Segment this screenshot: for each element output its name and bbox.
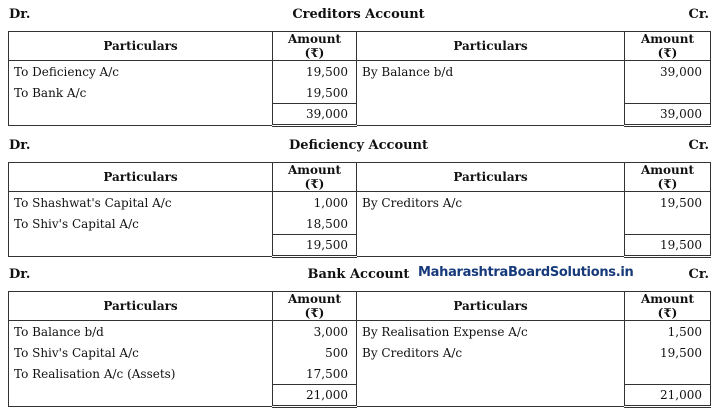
total-row — [9, 385, 711, 407]
creditors-account — [0, 4, 717, 121]
debit-total: 21,000 — [273, 385, 357, 407]
credit-amount — [625, 82, 711, 104]
dr-label: Dr. — [9, 138, 31, 153]
debit-amount: 3,000 — [273, 321, 357, 343]
account-header — [0, 4, 717, 26]
credit-amount: 19,500 — [625, 342, 711, 363]
ledger-table — [8, 31, 711, 127]
credit-particular — [357, 82, 625, 104]
particulars-header: Particulars — [357, 163, 625, 192]
debit-particular: To Realisation A/c (Assets) — [9, 363, 273, 385]
debit-amount: 17,500 — [273, 363, 357, 385]
debit-amount: 19,500 — [273, 82, 357, 104]
account-title: Bank Account — [307, 267, 410, 282]
header-row — [9, 163, 711, 192]
blank-cell — [357, 235, 625, 257]
credit-particular: By Balance b/d — [357, 61, 625, 83]
blank-cell — [9, 385, 273, 407]
credit-particular — [357, 213, 625, 235]
credit-particular: By Creditors A/c — [357, 192, 625, 214]
credit-total: 21,000 — [625, 385, 711, 407]
debit-particular: To Bank A/c — [9, 82, 273, 104]
amount-header: Amount (₹) — [625, 292, 711, 321]
table-row — [9, 213, 711, 235]
ledger-table — [8, 291, 711, 408]
credit-amount: 19,500 — [625, 192, 711, 214]
blank-cell — [357, 104, 625, 126]
blank-cell — [357, 385, 625, 407]
debit-amount: 19,500 — [273, 61, 357, 83]
credit-particular: By Creditors A/c — [357, 342, 625, 363]
table-row — [9, 321, 711, 343]
credit-amount — [625, 363, 711, 385]
debit-total: 39,000 — [273, 104, 357, 126]
deficiency-account — [0, 135, 717, 252]
header-row — [9, 292, 711, 321]
debit-amount: 1,000 — [273, 192, 357, 214]
account-header — [0, 264, 717, 286]
credit-amount: 1,500 — [625, 321, 711, 343]
particulars-header: Particulars — [9, 292, 273, 321]
total-row — [9, 235, 711, 257]
ledger-table — [8, 162, 711, 258]
blank-cell — [9, 235, 273, 257]
amount-header: Amount (₹) — [273, 163, 357, 192]
bank-account — [0, 264, 717, 402]
cr-label: Cr. — [688, 138, 709, 153]
table-row — [9, 192, 711, 214]
credit-total: 19,500 — [625, 235, 711, 257]
debit-particular: To Shiv's Capital A/c — [9, 342, 273, 363]
credit-amount: 39,000 — [625, 61, 711, 83]
credit-total: 39,000 — [625, 104, 711, 126]
amount-header: Amount (₹) — [625, 32, 711, 61]
debit-particular: To Shashwat's Capital A/c — [9, 192, 273, 214]
debit-amount: 18,500 — [273, 213, 357, 235]
account-title: Creditors Account — [292, 7, 425, 22]
watermark-text: MaharashtraBoardSolutions.in — [418, 265, 634, 280]
cr-label: Cr. — [688, 7, 709, 22]
dr-label: Dr. — [9, 7, 31, 22]
amount-header: Amount (₹) — [625, 163, 711, 192]
cr-label: Cr. — [688, 267, 709, 282]
table-row — [9, 342, 711, 363]
account-header — [0, 135, 717, 157]
total-row — [9, 104, 711, 126]
header-row — [9, 32, 711, 61]
particulars-header: Particulars — [9, 163, 273, 192]
table-row — [9, 363, 711, 385]
table-row — [9, 61, 711, 83]
particulars-header: Particulars — [9, 32, 273, 61]
amount-header: Amount (₹) — [273, 292, 357, 321]
account-title: Deficiency Account — [288, 138, 429, 153]
debit-particular: To Balance b/d — [9, 321, 273, 343]
debit-total: 19,500 — [273, 235, 357, 257]
credit-particular — [357, 363, 625, 385]
blank-cell — [9, 104, 273, 126]
amount-header: Amount (₹) — [273, 32, 357, 61]
particulars-header: Particulars — [357, 292, 625, 321]
credit-particular: By Realisation Expense A/c — [357, 321, 625, 343]
dr-label: Dr. — [9, 267, 31, 282]
table-row — [9, 82, 711, 104]
debit-amount: 500 — [273, 342, 357, 363]
debit-particular: To Deficiency A/c — [9, 61, 273, 83]
particulars-header: Particulars — [357, 32, 625, 61]
credit-amount — [625, 213, 711, 235]
debit-particular: To Shiv's Capital A/c — [9, 213, 273, 235]
